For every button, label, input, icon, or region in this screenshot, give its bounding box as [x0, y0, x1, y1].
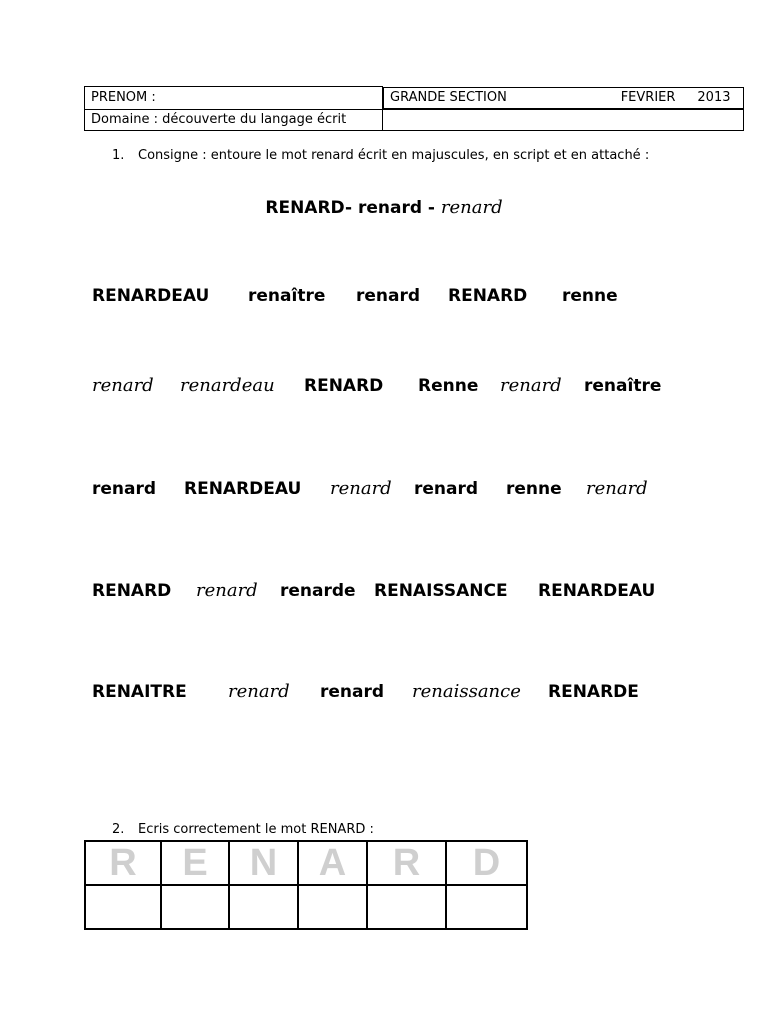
prenom-label: PRENOM :	[91, 89, 156, 105]
word-item[interactable]: renaître	[584, 376, 662, 396]
answer-cell[interactable]	[85, 885, 161, 929]
word-item[interactable]: RENARD	[304, 376, 384, 396]
word-row-1	[92, 282, 732, 312]
word-row-5	[92, 678, 732, 708]
word-item[interactable]: RENARDE	[548, 682, 639, 702]
prenom-cell[interactable]	[85, 87, 383, 110]
header-row-2	[85, 109, 744, 130]
word-item[interactable]: renard	[92, 375, 154, 396]
model-dash: -	[427, 198, 435, 218]
word-item[interactable]: renard	[228, 681, 290, 702]
word-row-3	[92, 475, 732, 505]
word-item[interactable]: RENARDEAU	[538, 581, 656, 601]
word-item[interactable]: renaître	[248, 286, 326, 306]
word-item[interactable]: renardeau	[180, 375, 275, 396]
year-label: 2013	[697, 89, 731, 105]
empty-header-cell	[383, 109, 744, 130]
instruction-1-number: 1.	[112, 148, 125, 163]
word-item[interactable]: renard	[586, 478, 648, 499]
instruction-2-number: 2.	[112, 822, 125, 837]
instruction-2-text: Ecris correctement le mot RENARD :	[138, 822, 374, 837]
instruction-1	[112, 146, 672, 166]
word-item[interactable]: RENAITRE	[92, 682, 187, 702]
word-item[interactable]: renard	[320, 682, 385, 702]
word-row-2	[92, 372, 732, 402]
model-script: renard	[357, 198, 422, 218]
answer-cell[interactable]	[298, 885, 367, 929]
answer-cell[interactable]	[446, 885, 527, 929]
word-item[interactable]: renard	[414, 479, 479, 499]
word-item[interactable]: renard	[196, 580, 258, 601]
word-item[interactable]: renard	[330, 478, 392, 499]
instruction-2	[112, 820, 512, 840]
model-letter-cell: E	[161, 841, 229, 885]
model-letter-cell: R	[367, 841, 446, 885]
section-label: GRANDE SECTION	[390, 89, 507, 105]
letter-grid	[84, 840, 528, 930]
word-item[interactable]: RENAISSANCE	[374, 581, 508, 601]
answer-cell[interactable]	[161, 885, 229, 929]
word-item[interactable]: RENARD	[92, 581, 172, 601]
word-item[interactable]: renne	[506, 479, 562, 499]
model-letter-cell: A	[298, 841, 367, 885]
model-letter-cell: R	[85, 841, 161, 885]
model-letter-cell: D	[446, 841, 527, 885]
header-row-1	[85, 87, 744, 110]
domain-label: Domaine : découverte du langage écrit	[91, 111, 347, 127]
word-item[interactable]: renard	[500, 375, 562, 396]
word-row-4	[92, 577, 732, 607]
answer-cell[interactable]	[229, 885, 298, 929]
grade-cell	[383, 87, 744, 109]
answer-cell[interactable]	[367, 885, 446, 929]
word-item[interactable]: RENARD	[448, 286, 528, 306]
word-item[interactable]: renarde	[280, 581, 356, 601]
word-item[interactable]: RENARDEAU	[184, 479, 302, 499]
model-upper: RENARD-	[265, 198, 353, 218]
word-item[interactable]: RENARDEAU	[92, 286, 210, 306]
month-label: FEVRIER	[620, 89, 676, 105]
word-item[interactable]: renard	[92, 479, 157, 499]
word-item[interactable]: Renne	[418, 376, 479, 396]
model-letter-cell: N	[229, 841, 298, 885]
model-line	[0, 197, 768, 218]
domain-cell	[85, 109, 383, 130]
header-table	[84, 86, 744, 131]
word-item[interactable]: renard	[356, 286, 421, 306]
model-letters-row	[85, 841, 527, 885]
instruction-1-text: Consigne : entoure le mot renard écrit en majuscules, en script et en attaché :	[138, 148, 650, 163]
answer-letters-row	[85, 885, 527, 929]
word-item[interactable]: renaissance	[412, 681, 521, 702]
word-item[interactable]: renne	[562, 286, 618, 306]
model-cursive: renard	[440, 197, 503, 218]
